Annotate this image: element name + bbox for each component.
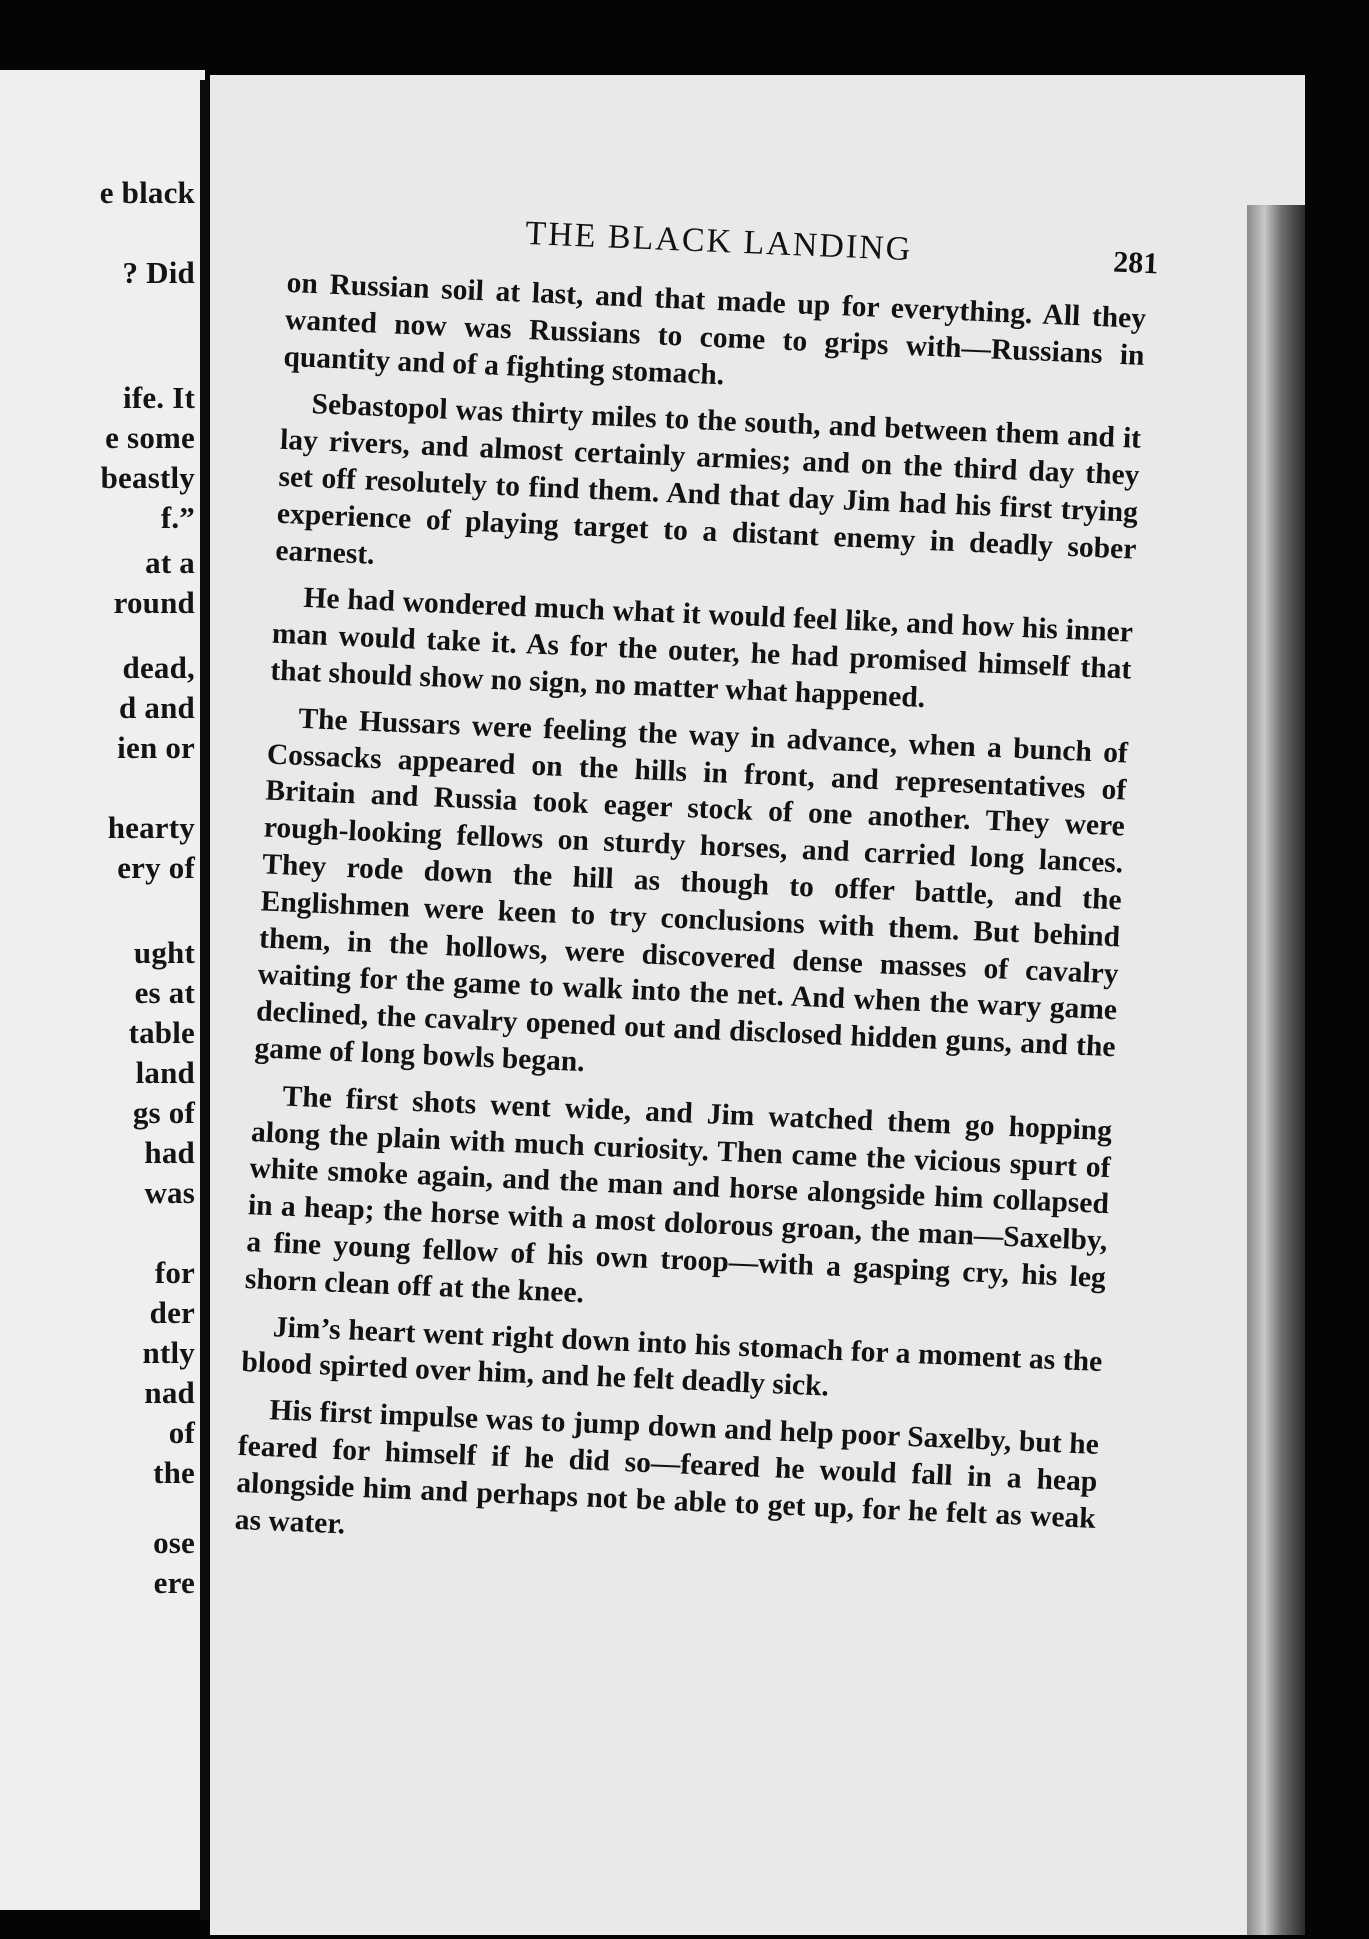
facing-page-text-fragment: ? Did [122, 255, 195, 290]
facing-page-text-fragment: land [135, 1055, 195, 1090]
facing-page-text-fragment: dead, [122, 650, 195, 685]
paragraph: Sebastopol was thirty miles to the south, and between them and it lay rivers, and almost certainly armies; and on the third day they set off resolutely to find them. And that day Jim had his first trying experience of playing target to a distant enemy in deadly sober earnest. [274, 388, 1142, 571]
facing-page-text-fragment: f.” [160, 500, 195, 535]
book-page [210, 75, 1305, 1935]
paragraph: The Hussars were feeling the way in advance, when a bunch of Cossacks appeared on the hills in front, and representatives of Britain and Russia took eager stock of one another. They were rough-looking fellows on sturdy horses, and carried long lances. They rode down the hill as though to offer battle, and the Englishmen were keen to try conclusions with them. But behind them, in the hollows, were discovered dense masses of cavalry waiting for the game to walk into the net. And when the wary game declined, the cavalry opened out and disclosed hidden guns, and the game of long bowls began. [253, 702, 1129, 1079]
page-number: 281 [1112, 245, 1159, 281]
facing-page-text-fragment: nad [144, 1375, 195, 1410]
facing-page-text-fragment: had [144, 1135, 195, 1170]
paragraph: His first impulse was to jump down and help poor Saxelby, but he feared for himself if he did so—feared he would fall in a heap alongside him and perhaps not be able to get up, for he felt as weak as water. [234, 1394, 1100, 1540]
facing-page-text-fragment: hearty [107, 810, 195, 845]
facing-page-text-fragment: d and [119, 690, 195, 725]
facing-page-text-fragment: was [144, 1175, 195, 1210]
facing-page-text-fragment: of [168, 1415, 195, 1450]
facing-page-text-fragment: ose [153, 1525, 195, 1560]
facing-page-text-fragment: e black [99, 175, 195, 210]
facing-page-text-fragment: at a [145, 545, 195, 580]
page-edge [1247, 205, 1305, 1935]
facing-page-text-fragment: e some [105, 420, 195, 455]
facing-page [0, 70, 205, 1910]
facing-page-text-fragment: ught [133, 935, 195, 970]
paragraph: He had wondered much what it would feel like, and how his inner man would take it. As for the outer, he had promised himself that that should show no sign, no matter what happened. [269, 582, 1134, 714]
page-content [234, 205, 1159, 1584]
paragraph: on Russian soil at last, and that made up for everything. All they wanted now was Russians to come to grips with—Russians in quantity and of a fighting stomach. [282, 266, 1147, 391]
facing-page-text-fragment: ien or [117, 730, 195, 765]
facing-page-text-fragment: round [113, 585, 195, 620]
facing-page-text-fragment: the [153, 1455, 195, 1490]
facing-page-text-fragment: gs of [132, 1095, 195, 1130]
paragraph: The first shots went wide, and Jim watched them go hopping along the plain with much curiosity. Then came the vicious spurt of white smoke again, and the man and horse alongside him collapsed in a heap; the horse with a most dolorous groan, the man—Saxelby, a fine young fellow of his own troop—with a gasping cry, his leg shorn clean off at the knee. [244, 1080, 1113, 1309]
facing-page-text-fragment: for [154, 1255, 195, 1290]
facing-page-text-fragment: es at [134, 975, 195, 1010]
paragraph: Jim’s heart went right down into his stomach for a moment as the blood spirted over him, and he felt deadly sick. [240, 1310, 1103, 1403]
facing-page-text-fragment: ife. It [123, 380, 195, 415]
facing-page-text-fragment: der [149, 1295, 195, 1330]
running-header-title: THE BLACK LANDING [524, 214, 914, 269]
facing-page-text-fragment: ere [153, 1565, 195, 1600]
facing-page-text-fragment: ntly [142, 1335, 195, 1370]
facing-page-text-fragment: table [128, 1015, 195, 1050]
body-text [234, 265, 1147, 1574]
facing-page-text-fragment: ery of [117, 850, 195, 885]
facing-page-text-fragment: beastly [100, 460, 195, 495]
